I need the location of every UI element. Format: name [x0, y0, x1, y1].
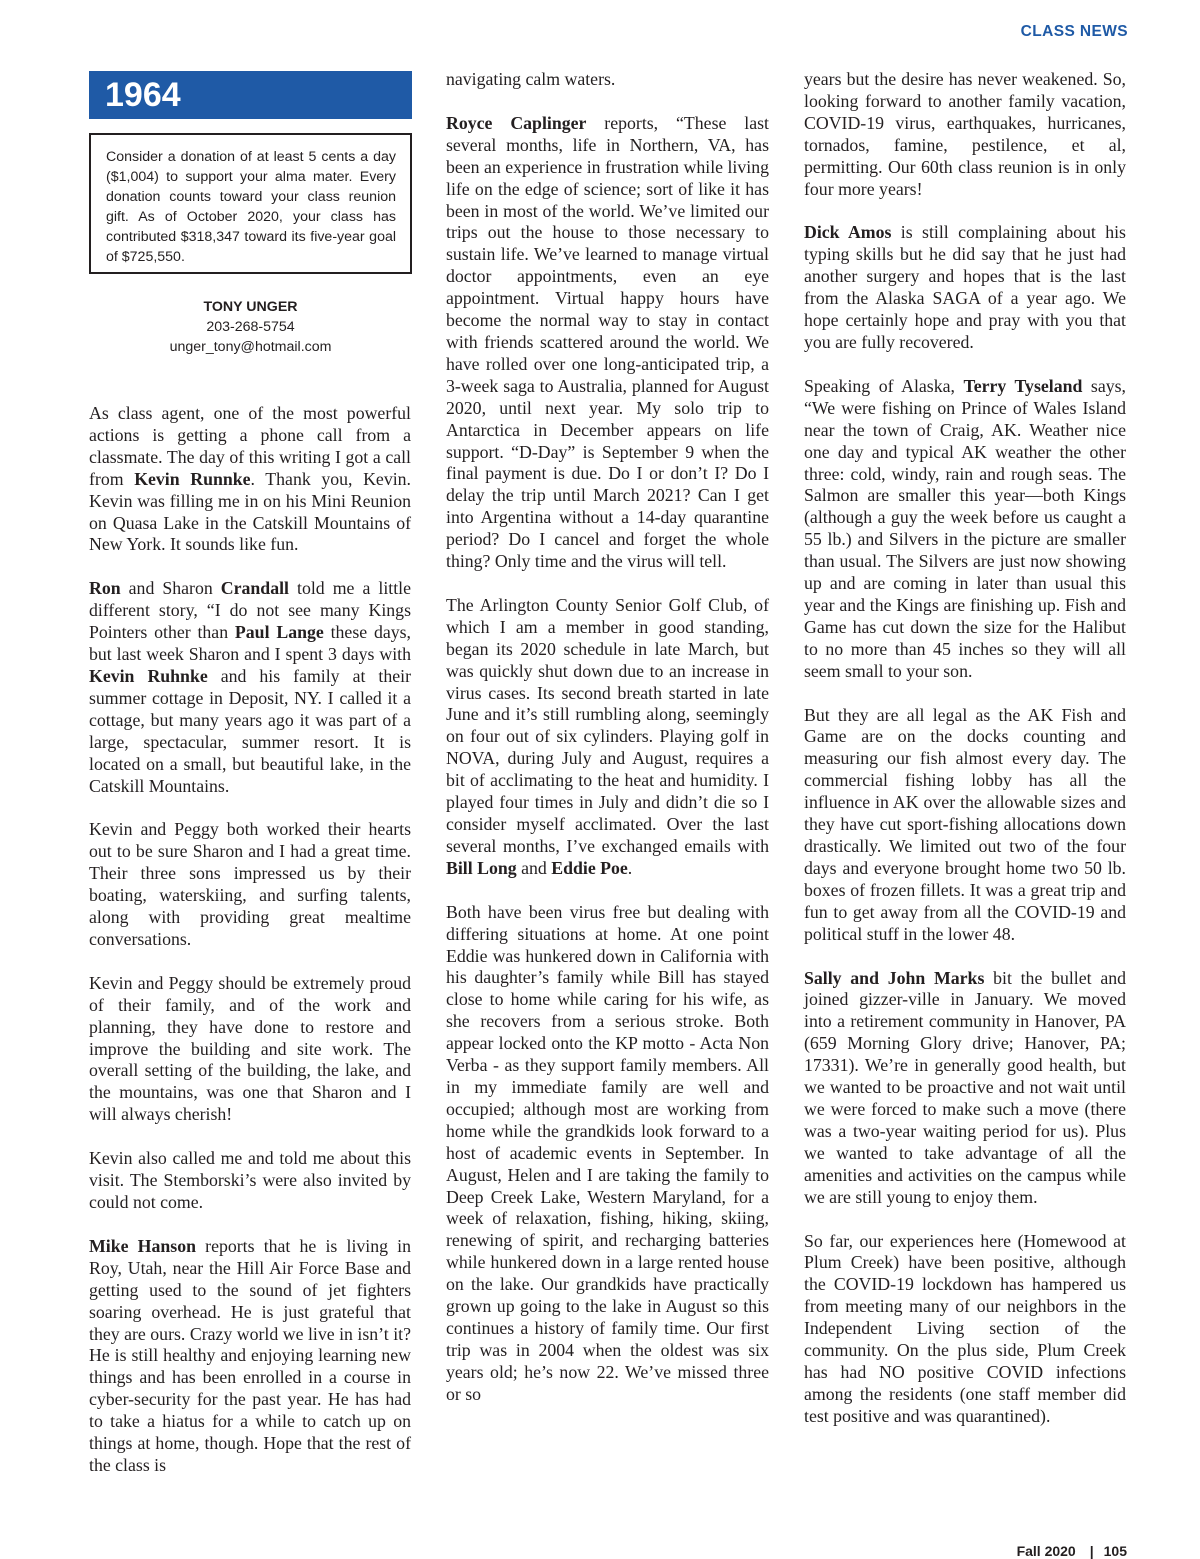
agent-name: TONY UNGER [203, 299, 298, 315]
classmate-name: Crandall [220, 578, 289, 599]
paragraph [804, 968, 1126, 1209]
text-run: As class agent, one of the most powerful actions is getting a phone call from a classmate. The day of this writing I got a call from [89, 403, 411, 489]
paragraph [89, 1236, 411, 1477]
text-run: So far, our experiences here (Homewood at Plum Creek) have been positive, although the COVID-19 lockdown has hampered us from meeting many of our neighbors in the Independent Living section of the community. On the plus side, Plum Creek has had NO positive COVID infections among the residents (one staff member did test positive and was quarantined). [804, 1230, 1126, 1426]
classmate-name: Paul Lange [234, 622, 324, 643]
text-run: bit the bullet and joined gizzer-ville in January. We moved into a retirement community in Hanover, PA (659 Morning Glory drive; Hanover, PA; 17331). We’re in generally good health, but we wanted to be proactive and not wait until we were forced to make such a move (there was a two-year waiting period for us). Plus we wanted to take advantage of all the amenities and activities on the campus while we are still young to enjoy them. [804, 967, 1126, 1207]
classmate-name: Mike Hanson [89, 1235, 196, 1256]
paragraph [446, 69, 769, 91]
paragraph [89, 973, 411, 1126]
paragraph [804, 222, 1126, 353]
donation-text: Consider a donation of at least 5 cents a day ($1,004) to support your alma mater. Every donation counts toward your class reunion gift. As of October 2020, your class has contributed $318,347 toward its five-year goal of $725,550. [106, 149, 396, 265]
classmate-name: Dick Amos [804, 222, 892, 243]
text-run: reports that he is living in Roy, Utah, near the Hill Air Force Base and getting used to the sound of jet fighters soaring overhead. He is just grateful that they are ours. Crazy world we live in isn’t it? He is still healthy and enjoying learning new things and has been enrolled in a course in cyber-security for the past year. He has had to take a hiatus for a while to catch up on things at home, though. Hope that the rest of the class is [89, 1235, 411, 1475]
classmate-name: Ron [89, 578, 121, 599]
text-run: Kevin and Peggy should be extremely proud of their family, and of the work and planning, they have done to restore and improve the building and site work. The overall setting of the building, the lake, and the mountains, was one that Sharon and I will always cherish! [89, 972, 411, 1125]
text-run: and his family at their summer cottage in Deposit, NY. I called it a cottage, but many years ago it was part of a large, spectacular, summer resort. It is located on a small, but beautiful lake, in the Catskill Mountains. [89, 665, 411, 796]
classmate-name: Royce Caplinger [446, 112, 587, 133]
paragraph [89, 1148, 411, 1214]
text-run: Kevin and Peggy both worked their hearts out to be sure Sharon and I had a great time. Their three sons impressed us by their boating, waterskiing, and surfing talents, along with providing great mealtime conversations. [89, 819, 411, 949]
text-run: The Arlington County Senior Golf Club, of which I am a member in good standing, began its 2020 schedule in late March, but was quickly shut down due to an increase in virus cases. Its second breath started in late June and it’s still rumbling along, seemingly on four out of six cylinders. Playing golf in NOVA, during July and August, requires a bit of acclimating to the heat and humidity. I played four times in July and didn’t die so I consider myself acclimated. Over the last several months, I’ve exchanged emails with [446, 594, 769, 856]
text-run: says, “We were fishing on Prince of Wales Island near the town of Craig, AK. Weather nice one day and typical AK weather the other three: cold, windy, rain and rough seas. The Salmon are smaller this year—both Kings (although a guy the week before us caught a 55 lb.) and Silvers in the picture are smaller than usual. The Silvers are just now showing up and are coming in later than usual this year and the Kings are finishing up. Fish and Game has cut down the size for the Halibut to no more than 45 inches so they will all seem small to your son. [804, 375, 1126, 681]
classmate-name: Sally and John Marks [804, 967, 985, 988]
classmate-name: Kevin Ruhnke [89, 665, 208, 686]
section-heading: CLASS NEWS [1020, 23, 1128, 40]
text-run: Both have been virus free but dealing with differing situations at home. At one point Eddie was hunkered down in California with his daughter’s family while Bill has stayed close to home while caring for his wife, as she recovers from a serious stroke. Both appear locked onto the KP motto - Acta Non Verba - as they support family members. All in my immediate family are well and occupied; although most are working from home while the grandkids look forward to a host of academic events in September. In August, Helen and I are taking the family to Deep Creek Lake, Western Maryland, for a week of relaxation, fishing, hiking, skiing, renewing of spirit, and recharging batteries while hunkered down in a large rented house on the lake. Our grandkids have practically grown up going to the lake in August so this continues a history of family time. Our first trip was in 2004 when the oldest was six years old; he’s now 22. We’ve missed three or so [446, 901, 769, 1404]
classmate-name: Eddie Poe [551, 857, 628, 878]
donation-callout [89, 133, 412, 274]
paragraph [446, 113, 769, 573]
paragraph [804, 1231, 1126, 1428]
page-number: 105 [1103, 1543, 1127, 1559]
article-column-3 [804, 69, 1126, 1450]
paragraph [89, 403, 411, 556]
class-agent-contact [89, 297, 412, 357]
class-year-banner: 1964 [89, 71, 412, 119]
page-footer [1017, 1543, 1127, 1559]
text-run: navigating calm waters. [446, 69, 616, 89]
agent-phone: 203-268-5754 [206, 319, 295, 335]
text-run: But they are all legal as the AK Fish and Game are on the docks counting and measuring our fish almost every day. The commercial fishing lobby has all the influence in AK over the allowable sizes and they have cut sport-fishing allocations down drastically. We limited out two of the four days and everyone brought home two 50 lb. boxes of frozen fillets. It was a great trip and fun to get away from all the COVID-19 and political stuff in the lower 48. [804, 704, 1126, 944]
text-run: and Sharon [120, 578, 221, 599]
text-run: reports, “These last several months, life in Northern, VA, has been an experience in frustration while living life on the edge of science; sort of like it has been in most of the world. We’ve limited our trips out the house to those necessary to sustain life. We’ve learned to manage virtual doctor appointments, even an eye appointment. Virtual happy hours have become the normal way to stay in contact with friends scattered around the world. We have rolled over one long-anticipated trip, a 3-week saga to Australia, planned for August 2020, until next year. My solo trip to Antarctica in December appears on life support. “D-Day” is September 9 when the final payment is due. Do I or don’t I? Do I delay the trip until March 2021? Can I get into Argentina without a 14-day quarantine period? Do I cancel and forget the whole thing? Only time and the virus will tell. [446, 112, 769, 572]
agent-email: unger_tony@hotmail.com [169, 339, 332, 355]
paragraph [89, 578, 411, 797]
text-run: and [516, 857, 552, 878]
issue-label: Fall 2020 [1016, 1543, 1076, 1559]
text-run: told me a little different story, “I do not see many Kings Pointers other than [89, 578, 412, 643]
paragraph [446, 902, 769, 1406]
text-run: is still complaining about his typing skills but he did say that he just had another surgery and hopes that is the last from the Alaska SAGA of a year ago. We hope certainly hope and pray with you that you are fully recovered. [804, 222, 1126, 352]
text-run: . [627, 857, 633, 878]
classmate-name: Kevin Runnke [134, 468, 251, 489]
article-column-2 [446, 69, 769, 1428]
text-run: years but the desire has never weakened. So, looking forward to another family vacation, COVID-19 virus, earthquakes, hurricanes, tornados, famine, pestilence, et al, permitting. Our 60th class reunion is in only four more years! [804, 69, 1126, 199]
paragraph [446, 595, 769, 880]
text-run: Kevin also called me and told me about this visit. The Stemborski’s were also invited by could not come. [89, 1148, 411, 1212]
paragraph [89, 819, 411, 950]
paragraph [804, 705, 1126, 946]
paragraph [804, 69, 1126, 200]
text-run: . Thank you, Kevin. Kevin was filling me in on his Mini Reunion on Quasa Lake in the Catskill Mountains of New York. It sounds like fun. [89, 468, 411, 555]
article-column-1 [89, 403, 411, 1499]
classmate-name: Terry Tyseland [963, 375, 1083, 396]
text-run: Speaking of Alaska, [804, 375, 964, 396]
paragraph [804, 376, 1126, 683]
text-run: these days, but last week Sharon and I spent 3 days with [89, 622, 411, 665]
classmate-name: Bill Long [446, 857, 517, 878]
footer-separator: | [1089, 1543, 1094, 1559]
